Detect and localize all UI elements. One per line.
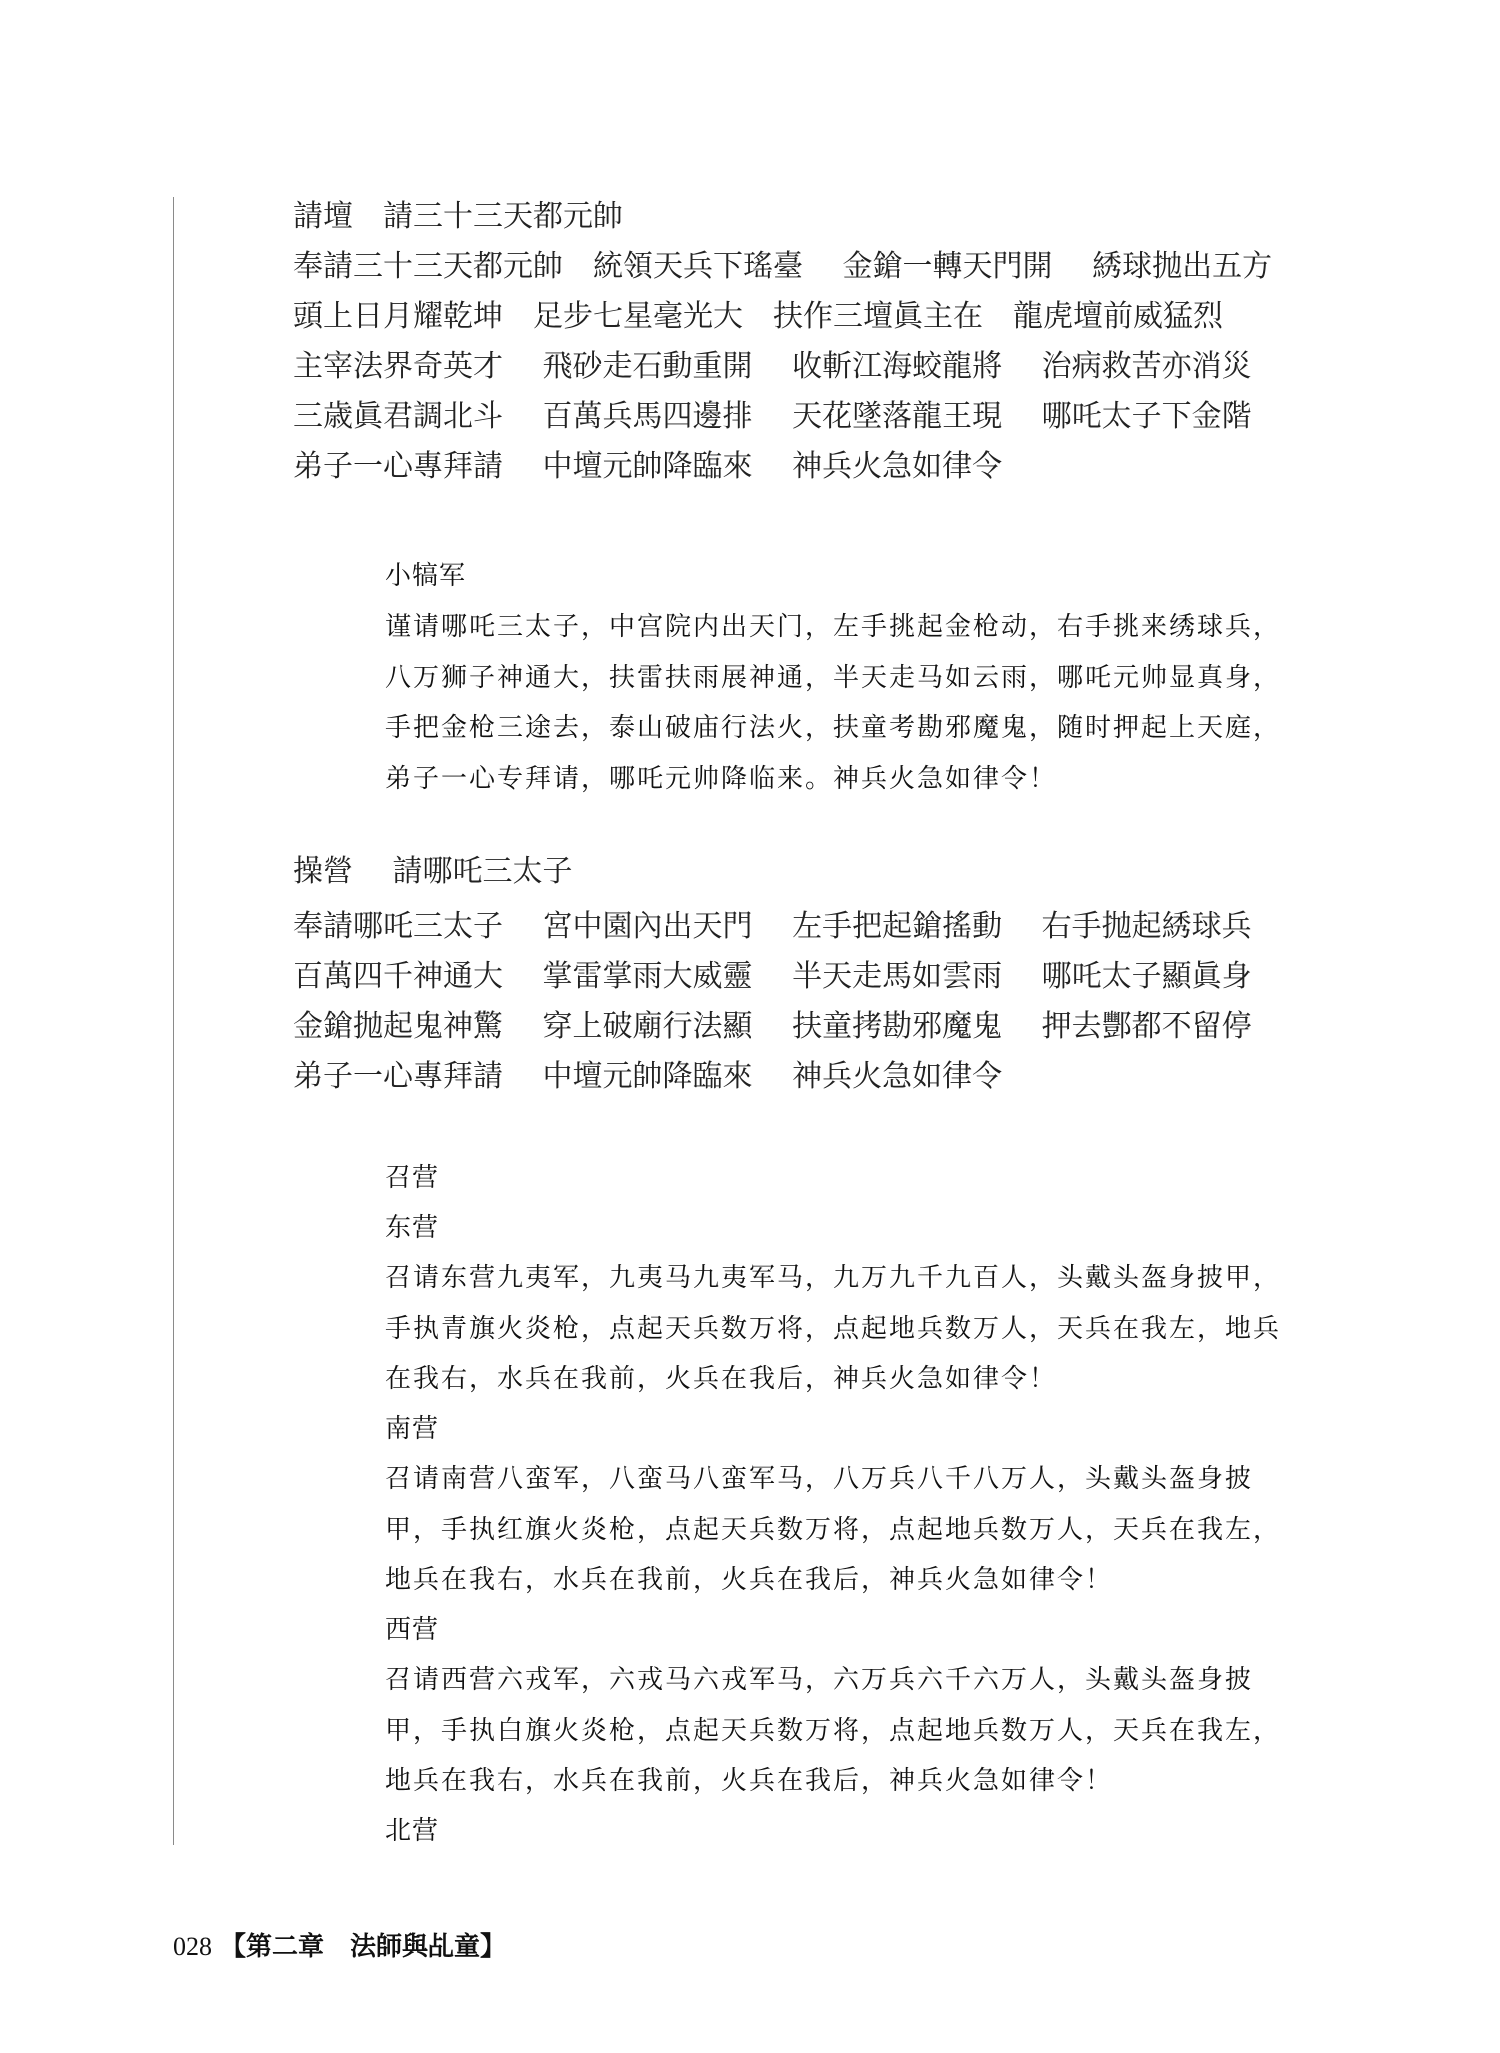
section2-heading: 小犒军 [385,561,467,591]
south-camp-label: 南营 [385,1414,440,1444]
section1-line-1: 奉請三十三天都元帥 統領天兵下瑤臺 金鎗一轉天門開 綉球抛出五方 [293,249,1273,284]
west-camp-label: 西营 [385,1615,440,1645]
section1-line-3: 主宰法界奇英才 飛砂走石動重開 收斬江海蛟龍將 治病救苦亦消災 [293,349,1252,384]
section3-line-4: 弟子一心專拜請 中壇元帥降臨來 神兵火急如律令 [293,1059,1003,1094]
east-camp-label: 东营 [385,1213,440,1243]
section2-line-1: 谨请哪吒三太子，中宫院内出天门，左手挑起金枪动，右手挑来绣球兵， [385,612,1282,642]
section3-heading: 操營 請哪吒三太子 [293,854,573,889]
east-camp-line-3: 在我右，水兵在我前，火兵在我后，神兵火急如律令！ [385,1364,1058,1394]
west-camp-line-2: 甲，手执白旗火炎枪，点起天兵数万将，点起地兵数万人，天兵在我左， [385,1716,1282,1746]
margin-rule [173,197,174,1845]
section1-line-5: 弟子一心專拜請 中壇元帥降臨來 神兵火急如律令 [293,449,1003,484]
west-camp-line-1: 召请西营六戎军，六戎马六戎军马，六万兵六千六万人，头戴头盔身披 [385,1665,1254,1695]
page-number: 028 [173,1932,212,1961]
west-camp-line-3: 地兵在我右，水兵在我前，火兵在我后，神兵火急如律令！ [385,1766,1114,1796]
east-camp-line-2: 手执青旗火炎枪，点起天兵数万将，点起地兵数万人，天兵在我左，地兵 [385,1314,1282,1344]
section3-line-1: 奉請哪吒三太子 宮中園內出天門 左手把起鎗搖動 右手抛起綉球兵 [293,909,1252,944]
page-footer [173,1926,506,1963]
section1-line-4: 三歳眞君調北斗 百萬兵馬四邊排 天花墜落龍王現 哪吒太子下金階 [293,399,1252,434]
section1-heading: 請壇 請三十三天都元帥 [293,199,623,234]
south-camp-line-1: 召请南营八蛮军，八蛮马八蛮军马，八万兵八千八万人，头戴头盔身披 [385,1464,1254,1494]
section1-line-2: 頭上日月耀乾坤 足步七星毫光大 扶作三壇眞主在 龍虎壇前威猛烈 [293,299,1223,334]
south-camp-line-3: 地兵在我右，水兵在我前，火兵在我后，神兵火急如律令！ [385,1565,1114,1595]
section4-heading: 召营 [385,1163,440,1193]
chapter-title: 【第二章 法師與乩童】 [220,1932,507,1961]
section2-line-4: 弟子一心专拜请，哪吒元帅降临来。神兵火急如律令！ [385,764,1058,794]
south-camp-line-2: 甲，手执红旗火炎枪，点起天兵数万将，点起地兵数万人，天兵在我左， [385,1515,1282,1545]
north-camp-label: 北营 [385,1816,440,1846]
section2-line-3: 手把金枪三途去，泰山破庙行法火，扶童考勘邪魔鬼，随时押起上天庭， [385,713,1282,743]
section3-line-3: 金鎗抛起鬼神驚 穿上破廟行法顯 扶童拷勘邪魔鬼 押去酆都不留停 [293,1009,1252,1044]
section3-line-2: 百萬四千神通大 掌雷掌雨大威靈 半天走馬如雲雨 哪吒太子顯眞身 [293,959,1252,994]
east-camp-line-1: 召请东营九夷军，九夷马九夷军马，九万九千九百人，头戴头盔身披甲， [385,1263,1282,1293]
section2-line-2: 八万狮子神通大，扶雷扶雨展神通，半天走马如云雨，哪吒元帅显真身， [385,663,1282,693]
